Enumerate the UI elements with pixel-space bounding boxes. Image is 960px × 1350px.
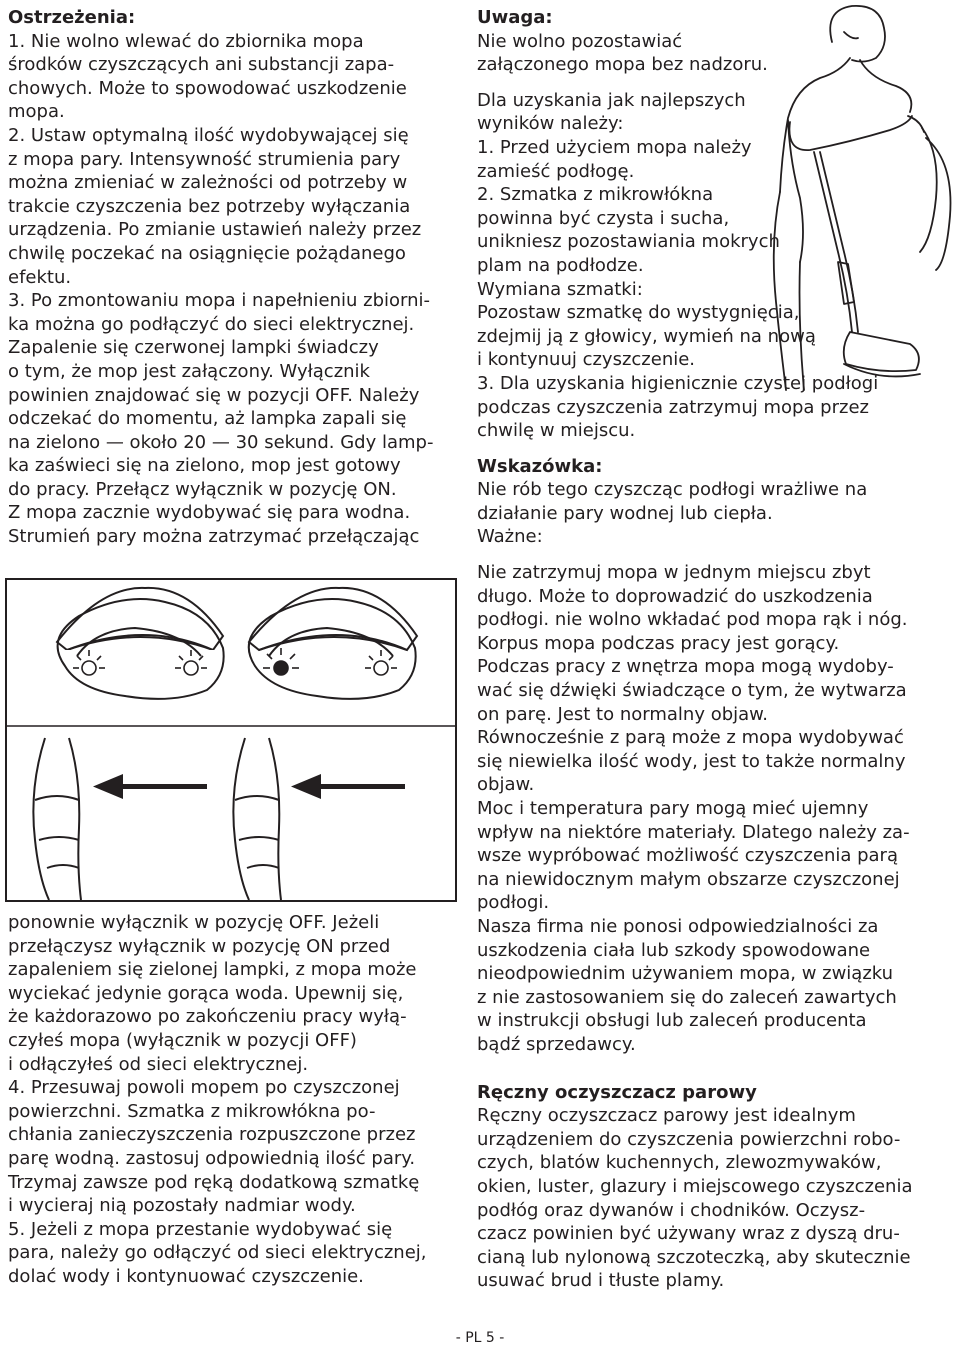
- text-line: że każdorazowo po zakończeniu pracy wyłą-: [8, 1006, 407, 1028]
- mop-indicator-illustration: [5, 578, 457, 902]
- text-line: powierzchni. Szmatka z mikrowłókna po-: [8, 1100, 376, 1122]
- text-line: chwilę w miejscu.: [477, 420, 636, 442]
- text-line: na zielono — około 20 — 30 sekund. Gdy lamp-: [8, 431, 434, 453]
- text-line: Nasza firma nie ponosi odpowiedzialności za: [477, 915, 879, 937]
- text-line: czacz powinien być używany wraz z dyszą dru-: [477, 1223, 900, 1245]
- text-line: zapaleniem się zielonej lampki, z mopa może: [8, 959, 417, 981]
- text-line: 1. Przed użyciem mopa należy: [477, 136, 752, 158]
- text-line: Dla uzyskania jak najlepszych: [477, 89, 746, 111]
- text-line: mopa.: [8, 101, 65, 123]
- text-line: wpływ na niektóre materiały. Dlatego należy za-: [477, 821, 910, 843]
- text-line: przełączysz wyłącznik w pozycję ON przed: [8, 935, 391, 957]
- text-line: chłania zanieczyszczenia rozpuszczone przez: [8, 1124, 416, 1146]
- text-line: w instrukcji obsługi lub zaleceń producenta: [477, 1010, 867, 1032]
- text-line: powinna być czysta i sucha,: [477, 207, 730, 229]
- text-line: Pozostaw szmatkę do wystygnięcia,: [477, 302, 800, 324]
- text-line: chowych. Może to spowodować uszkodzenie: [8, 77, 407, 99]
- text-line: można zmieniać w zależności od potrzeby w: [8, 172, 408, 194]
- text-line: Równocześnie z parą może z mopa wydobywać: [477, 727, 904, 749]
- text-line: i kontynuuj czyszczenie.: [477, 349, 696, 371]
- text-line: para, należy go odłączyć od sieci elektrycznej,: [8, 1242, 427, 1264]
- text-line: Z mopa zacznie wydobywać się para wodna.: [8, 502, 411, 524]
- text-line: usuwać brud i tłuste plamy.: [477, 1270, 725, 1292]
- text-line: cianą lub nylonową szczoteczką, aby skutecznie: [477, 1246, 911, 1268]
- text-line: efektu.: [8, 266, 72, 288]
- text-line: działanie pary wodnej lub ciepła.: [477, 502, 773, 524]
- text-line: objaw.: [477, 774, 535, 796]
- text-line: Ważne:: [477, 526, 543, 548]
- text-line: wyciekać jedynie gorąca woda. Upewnij się,: [8, 982, 404, 1004]
- text-line: Wymiana szmatki:: [477, 278, 643, 300]
- text-line: z nie zastosowaniem się do zaleceń zawartych: [477, 986, 897, 1008]
- text-line: ka można go podłączyć do sieci elektrycznej.: [8, 313, 415, 335]
- text-line: unikniesz pozostawiania mokrych: [477, 231, 780, 253]
- text-line: środków czyszczących ani substancji zapa-: [8, 54, 395, 76]
- text-line: załączonego mopa bez nadzoru.: [477, 54, 768, 76]
- text-line: czyłeś mopa (wyłącznik w pozycji OFF): [8, 1029, 357, 1051]
- spacer: [477, 1069, 947, 1081]
- text-line: Strumień pary można zatrzymać przełączając: [8, 526, 420, 548]
- text-line: ponownie wyłącznik w pozycję OFF. Jeżeli: [8, 912, 380, 933]
- text-line: podłogi. nie wolno wkładać pod mopa rąk i nóg.: [477, 609, 908, 631]
- text-line: nieodpowiednim używaniem mopa, w związku: [477, 963, 894, 985]
- left-column-text: [8, 6, 448, 549]
- text-line: podłogi.: [477, 892, 550, 914]
- text-line: podczas czyszczenia zatrzymuj mopa przez: [477, 396, 869, 418]
- text-line: na niewidocznym małym obszarze czyszczonej: [477, 868, 900, 890]
- spacer: [477, 549, 947, 561]
- section-heading: Uwaga:: [477, 7, 553, 28]
- text-line: 1. Nie wolno wlewać do zbiornika mopa: [8, 30, 364, 52]
- text-line: Korpus mopa podczas pracy jest gorący.: [477, 632, 840, 654]
- text-line: i wycieraj nią pozostały nadmiar wody.: [8, 1195, 356, 1217]
- text-line: 3. Po zmontowaniu mopa i napełnieniu zbiorni-: [8, 290, 431, 312]
- text-line: wyników należy:: [477, 113, 624, 135]
- text-line: Podczas pracy z wnętrza mopa mogą wydoby-: [477, 656, 894, 678]
- text-line: uszkodzenia ciała lub szkody spowodowane: [477, 939, 871, 961]
- section-heading: Ostrzeżenia:: [8, 7, 136, 28]
- text-line: okien, luster, glazury i miejscowego czyszczenia: [477, 1175, 913, 1197]
- text-line: ka zaświeci się na zielono, mop jest gotowy: [8, 455, 401, 477]
- spacer: [477, 443, 947, 455]
- text-line: Zapalenie się czerwonej lampki świadczy: [8, 337, 379, 359]
- text-line: i odłączyłeś od sieci elektrycznej.: [8, 1053, 309, 1075]
- text-line: chwilę poczekać na osiągnięcie pożądanego: [8, 242, 406, 264]
- text-line: urządzenia. Po zmianie ustawień należy przez: [8, 219, 422, 241]
- section-heading: Wskazówka:: [477, 455, 603, 477]
- text-line: parę wodną. zastosuj odpowiednią ilość pary.: [8, 1147, 416, 1169]
- text-line: Nie zatrzymuj mopa w jednym miejscu zbyt: [477, 562, 871, 584]
- text-line: wać się dźwięki świadczące o tym, że wytwarza: [477, 680, 907, 702]
- text-line: Trzymaj zawsze pod ręką dodatkową szmatkę: [8, 1171, 420, 1193]
- text-line: 4. Przesuwaj powoli mopem po czyszczonej: [8, 1077, 400, 1099]
- text-line: on parę. Jest to normalny objaw.: [477, 703, 768, 725]
- spacer: [477, 1057, 947, 1069]
- text-line: się niewielka ilość wody, jest to także normalny: [477, 750, 906, 772]
- text-line: Nie rób tego czyszcząc podłogi wrażliwe na: [477, 479, 868, 501]
- text-line: z mopa pary. Intensywność strumienia pary: [8, 148, 401, 170]
- text-line: Moc i temperatura pary mogą mieć ujemny: [477, 798, 869, 819]
- text-line: zamieść podłogę.: [477, 160, 635, 182]
- text-line: bądź sprzedawcy.: [477, 1033, 636, 1055]
- text-line: zdejmij ją z głowicy, wymień na nową: [477, 325, 816, 347]
- text-line: Nie wolno pozostawiać: [477, 30, 683, 52]
- text-line: odczekać do momentu, aż lampka zapali się: [8, 408, 407, 430]
- text-line: czych, blatów kuchennych, zlewozmywaków,: [477, 1152, 882, 1174]
- text-line: podłóg oraz dywanów i chodników. Oczysz-: [477, 1199, 866, 1221]
- text-line: długo. Może to doprowadzić do uszkodzenia: [477, 585, 873, 607]
- woman-with-mop-illustration: [740, 2, 960, 392]
- text-line: 3. Dla uzyskania higienicznie czystej podłogi: [477, 372, 879, 394]
- text-line: do pracy. Przełącz wyłącznik w pozycję ON.: [8, 478, 397, 500]
- left-column-continued-text: [8, 911, 458, 1289]
- text-line: plam na podłodze.: [477, 254, 644, 276]
- text-line: dolać wody i kontynuować czyszczenie.: [8, 1265, 364, 1287]
- section-heading: Ręczny oczyszczacz parowy: [477, 1081, 757, 1103]
- text-line: urządzeniem do czyszczenia powierzchni robo-: [477, 1128, 901, 1150]
- page-number: - PL 5 -: [455, 1330, 505, 1346]
- text-line: powinien znajdować się w pozycji OFF. Należy: [8, 384, 420, 406]
- text-line: 2. Szmatka z mikrowłókna: [477, 184, 714, 206]
- text-line: wsze wypróbować możliwość czyszczenia parą: [477, 845, 898, 867]
- text-line: 2. Ustaw optymalną ilość wydobywającej się: [8, 124, 409, 146]
- text-line: trakcie czyszczenia bez potrzeby wyłączania: [8, 195, 411, 217]
- text-line: Ręczny oczyszczacz parowy jest idealnym: [477, 1105, 856, 1127]
- text-line: 5. Jeżeli z mopa przestanie wydobywać się: [8, 1218, 393, 1240]
- text-line: o tym, że mop jest załączony. Wyłącznik: [8, 360, 370, 382]
